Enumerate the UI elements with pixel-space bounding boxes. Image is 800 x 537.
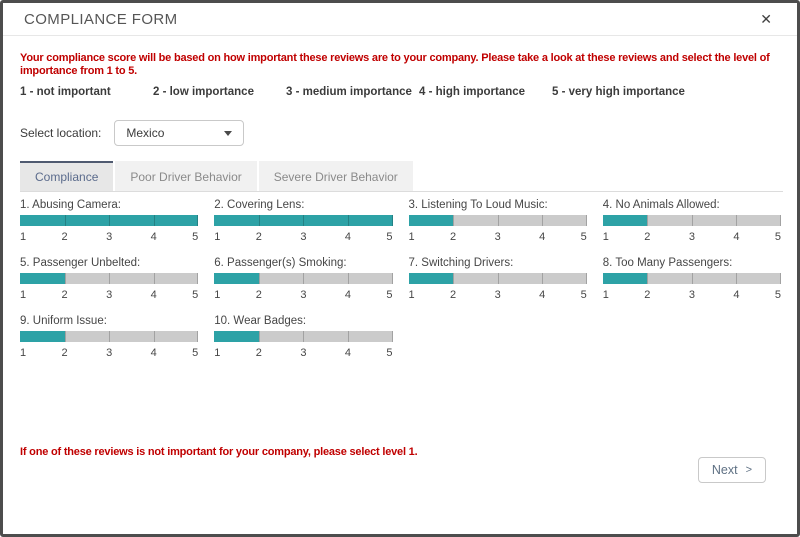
slider-tick [392, 273, 393, 284]
slider-scale: 1 2 3 4 5 [20, 347, 199, 359]
slider-scale: 1 2 3 4 5 [602, 231, 781, 243]
slider-label: 10. Wear Badges: [214, 315, 307, 327]
slider-tick [542, 273, 543, 284]
slider-card [20, 257, 198, 302]
slider-fill [214, 331, 259, 342]
next-button-label: Next [711, 463, 738, 477]
slider-tick [348, 273, 349, 284]
legend-item: 5 - very high importance [552, 86, 685, 98]
instruction-text-bottom: If one of these reviews is not important for your company, please select level 1. [20, 446, 418, 458]
tab-poor-driver-behavior[interactable]: Poor Driver Behavior [115, 161, 256, 191]
legend-item: 3 - medium importance [286, 86, 412, 98]
slider-fill [603, 215, 648, 226]
legend-item: 4 - high importance [419, 86, 526, 98]
importance-slider[interactable] [20, 331, 198, 342]
slider-tick [65, 273, 66, 284]
slider-label: 6. Passenger(s) Smoking: [214, 257, 347, 269]
next-button[interactable] [698, 457, 766, 483]
slider-fill [409, 273, 454, 284]
slider-fill [20, 273, 65, 284]
slider-card [20, 199, 198, 244]
location-row [20, 120, 244, 146]
slider-tick [736, 215, 737, 226]
importance-legend [20, 86, 685, 98]
importance-slider[interactable] [603, 215, 781, 226]
slider-tick [453, 273, 454, 284]
slider-label: 3. Listening To Loud Music: [408, 199, 548, 211]
slider-label: 8. Too Many Passengers: [602, 257, 733, 269]
slider-tick [303, 331, 304, 342]
slider-card [603, 257, 781, 302]
slider-card [409, 199, 587, 244]
slider-tick [65, 331, 66, 342]
slider-label: 7. Switching Drivers: [408, 257, 514, 269]
slider-tick [109, 273, 110, 284]
slider-tick [197, 273, 198, 284]
slider-fill [409, 215, 454, 226]
location-selected-value: Mexico [126, 126, 165, 140]
slider-fill [214, 273, 259, 284]
slider-tick [348, 215, 349, 226]
slider-tick [109, 215, 110, 226]
sliders-grid [20, 199, 781, 360]
dialog-title: COMPLIANCE FORM [24, 10, 178, 28]
importance-slider[interactable] [214, 331, 392, 342]
slider-tick [392, 215, 393, 226]
chevron-right-icon: > [745, 464, 752, 476]
slider-tick [453, 215, 454, 226]
slider-tick [65, 215, 66, 226]
slider-tick [154, 273, 155, 284]
slider-tick [647, 215, 648, 226]
slider-label: 9. Uniform Issue: [20, 315, 107, 327]
slider-tick [692, 273, 693, 284]
slider-tick [259, 331, 260, 342]
slider-label: 5. Passenger Unbelted: [20, 257, 141, 269]
importance-slider[interactable] [409, 273, 587, 284]
slider-scale: 1 2 3 4 5 [214, 289, 393, 301]
slider-scale: 1 2 3 4 5 [408, 231, 587, 243]
slider-tick [392, 331, 393, 342]
importance-slider[interactable] [409, 215, 587, 226]
slider-tick [259, 273, 260, 284]
slider-tick [586, 215, 587, 226]
slider-tick [154, 331, 155, 342]
slider-tick [542, 215, 543, 226]
slider-tick [498, 273, 499, 284]
behavior-tabstrip [20, 161, 783, 192]
importance-slider[interactable] [20, 273, 198, 284]
location-dropdown[interactable] [114, 120, 244, 146]
slider-label: 4. No Animals Allowed: [602, 199, 720, 211]
slider-scale: 1 2 3 4 5 [20, 289, 199, 301]
slider-label: 2. Covering Lens: [214, 199, 305, 211]
slider-card [214, 315, 392, 360]
slider-tick [197, 331, 198, 342]
importance-slider[interactable] [214, 215, 392, 226]
slider-tick [498, 215, 499, 226]
slider-tick [736, 273, 737, 284]
location-label: Select location: [20, 126, 102, 140]
tab-severe-driver-behavior[interactable]: Severe Driver Behavior [259, 161, 413, 191]
importance-slider[interactable] [214, 273, 392, 284]
slider-tick [780, 273, 781, 284]
legend-item: 2 - low importance [153, 86, 254, 98]
importance-slider[interactable] [20, 215, 198, 226]
slider-card [603, 199, 781, 244]
slider-tick [692, 215, 693, 226]
instruction-text-top: Your compliance score will be based on how important these reviews are to your company. Please take a look at these reviews and select the level of importance from 1 to 5. [20, 52, 770, 77]
slider-tick [259, 215, 260, 226]
slider-scale: 1 2 3 4 5 [214, 231, 393, 243]
slider-card [214, 199, 392, 244]
dialog-header [3, 3, 797, 36]
slider-card [20, 315, 198, 360]
tab-compliance[interactable]: Compliance [20, 161, 113, 191]
close-icon[interactable]: ✕ [756, 10, 776, 28]
slider-label: 1. Abusing Camera: [20, 199, 122, 211]
slider-tick [303, 273, 304, 284]
slider-tick [109, 331, 110, 342]
slider-tick [197, 215, 198, 226]
slider-tick [586, 273, 587, 284]
slider-fill [603, 273, 648, 284]
slider-scale: 1 2 3 4 5 [408, 289, 587, 301]
slider-tick [154, 215, 155, 226]
slider-card [409, 257, 587, 302]
slider-tick [780, 215, 781, 226]
slider-scale: 1 2 3 4 5 [20, 231, 199, 243]
slider-tick [348, 331, 349, 342]
slider-scale: 1 2 3 4 5 [602, 289, 781, 301]
slider-fill [20, 331, 65, 342]
importance-slider[interactable] [603, 273, 781, 284]
chevron-down-icon [224, 131, 232, 136]
slider-card [214, 257, 392, 302]
slider-tick [303, 215, 304, 226]
slider-scale: 1 2 3 4 5 [214, 347, 393, 359]
legend-item: 1 - not important [20, 86, 111, 98]
slider-tick [647, 273, 648, 284]
